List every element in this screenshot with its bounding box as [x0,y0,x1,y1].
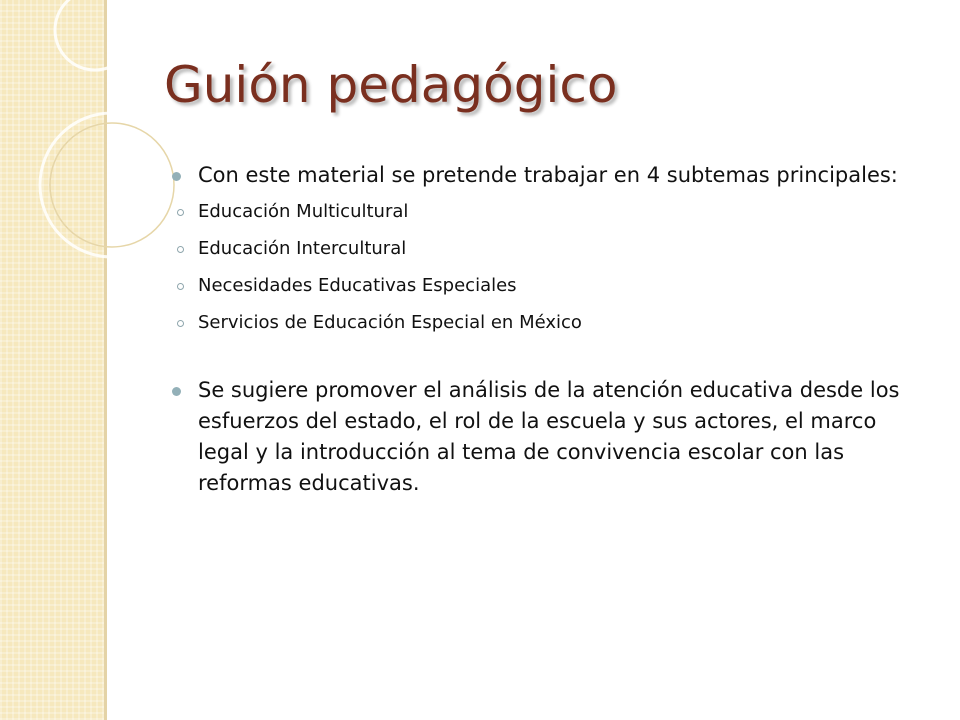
hollow-circle-bullet-icon [177,246,184,253]
slide-title: Guión pedagógico [164,56,618,114]
sub-item-text: Necesidades Educativas Especiales [198,275,517,296]
decorative-circles [0,0,180,260]
sub-item-text: Servicios de Educación Especial en México [198,312,582,333]
hollow-circle-bullet-icon [177,283,184,290]
decorative-circle-large [40,113,180,257]
sub-item-intercultural [172,238,912,260]
sub-item-special-needs [172,275,912,297]
sub-item-text: Educación Multicultural [198,201,409,222]
bullet-text: Con este material se pretende trabajar en 4 subtemas principales: [198,163,898,187]
sub-item-text: Educación Intercultural [198,238,407,259]
spacer [172,349,912,375]
bullet-dot-icon [172,387,181,396]
hollow-circle-bullet-icon [177,209,184,216]
bullet-item-analysis [172,375,912,499]
bullet-dot-icon [172,172,181,181]
sub-item-special-education-services [172,312,912,334]
subtopic-list [172,201,912,334]
slide-content [172,160,912,499]
decorative-circle-top [55,0,135,70]
sub-item-multicultural [172,201,912,223]
decorative-circle-inner [50,123,174,247]
bullet-text: Se sugiere promover el análisis de la atención educativa desde los esfuerzos del estado, el rol de la escuela y sus actores, el marco legal y la introducción al tema de convivencia escolar con las reformas educativas. [198,378,900,495]
hollow-circle-bullet-icon [177,320,184,327]
bullet-item-subtopics [172,160,912,191]
